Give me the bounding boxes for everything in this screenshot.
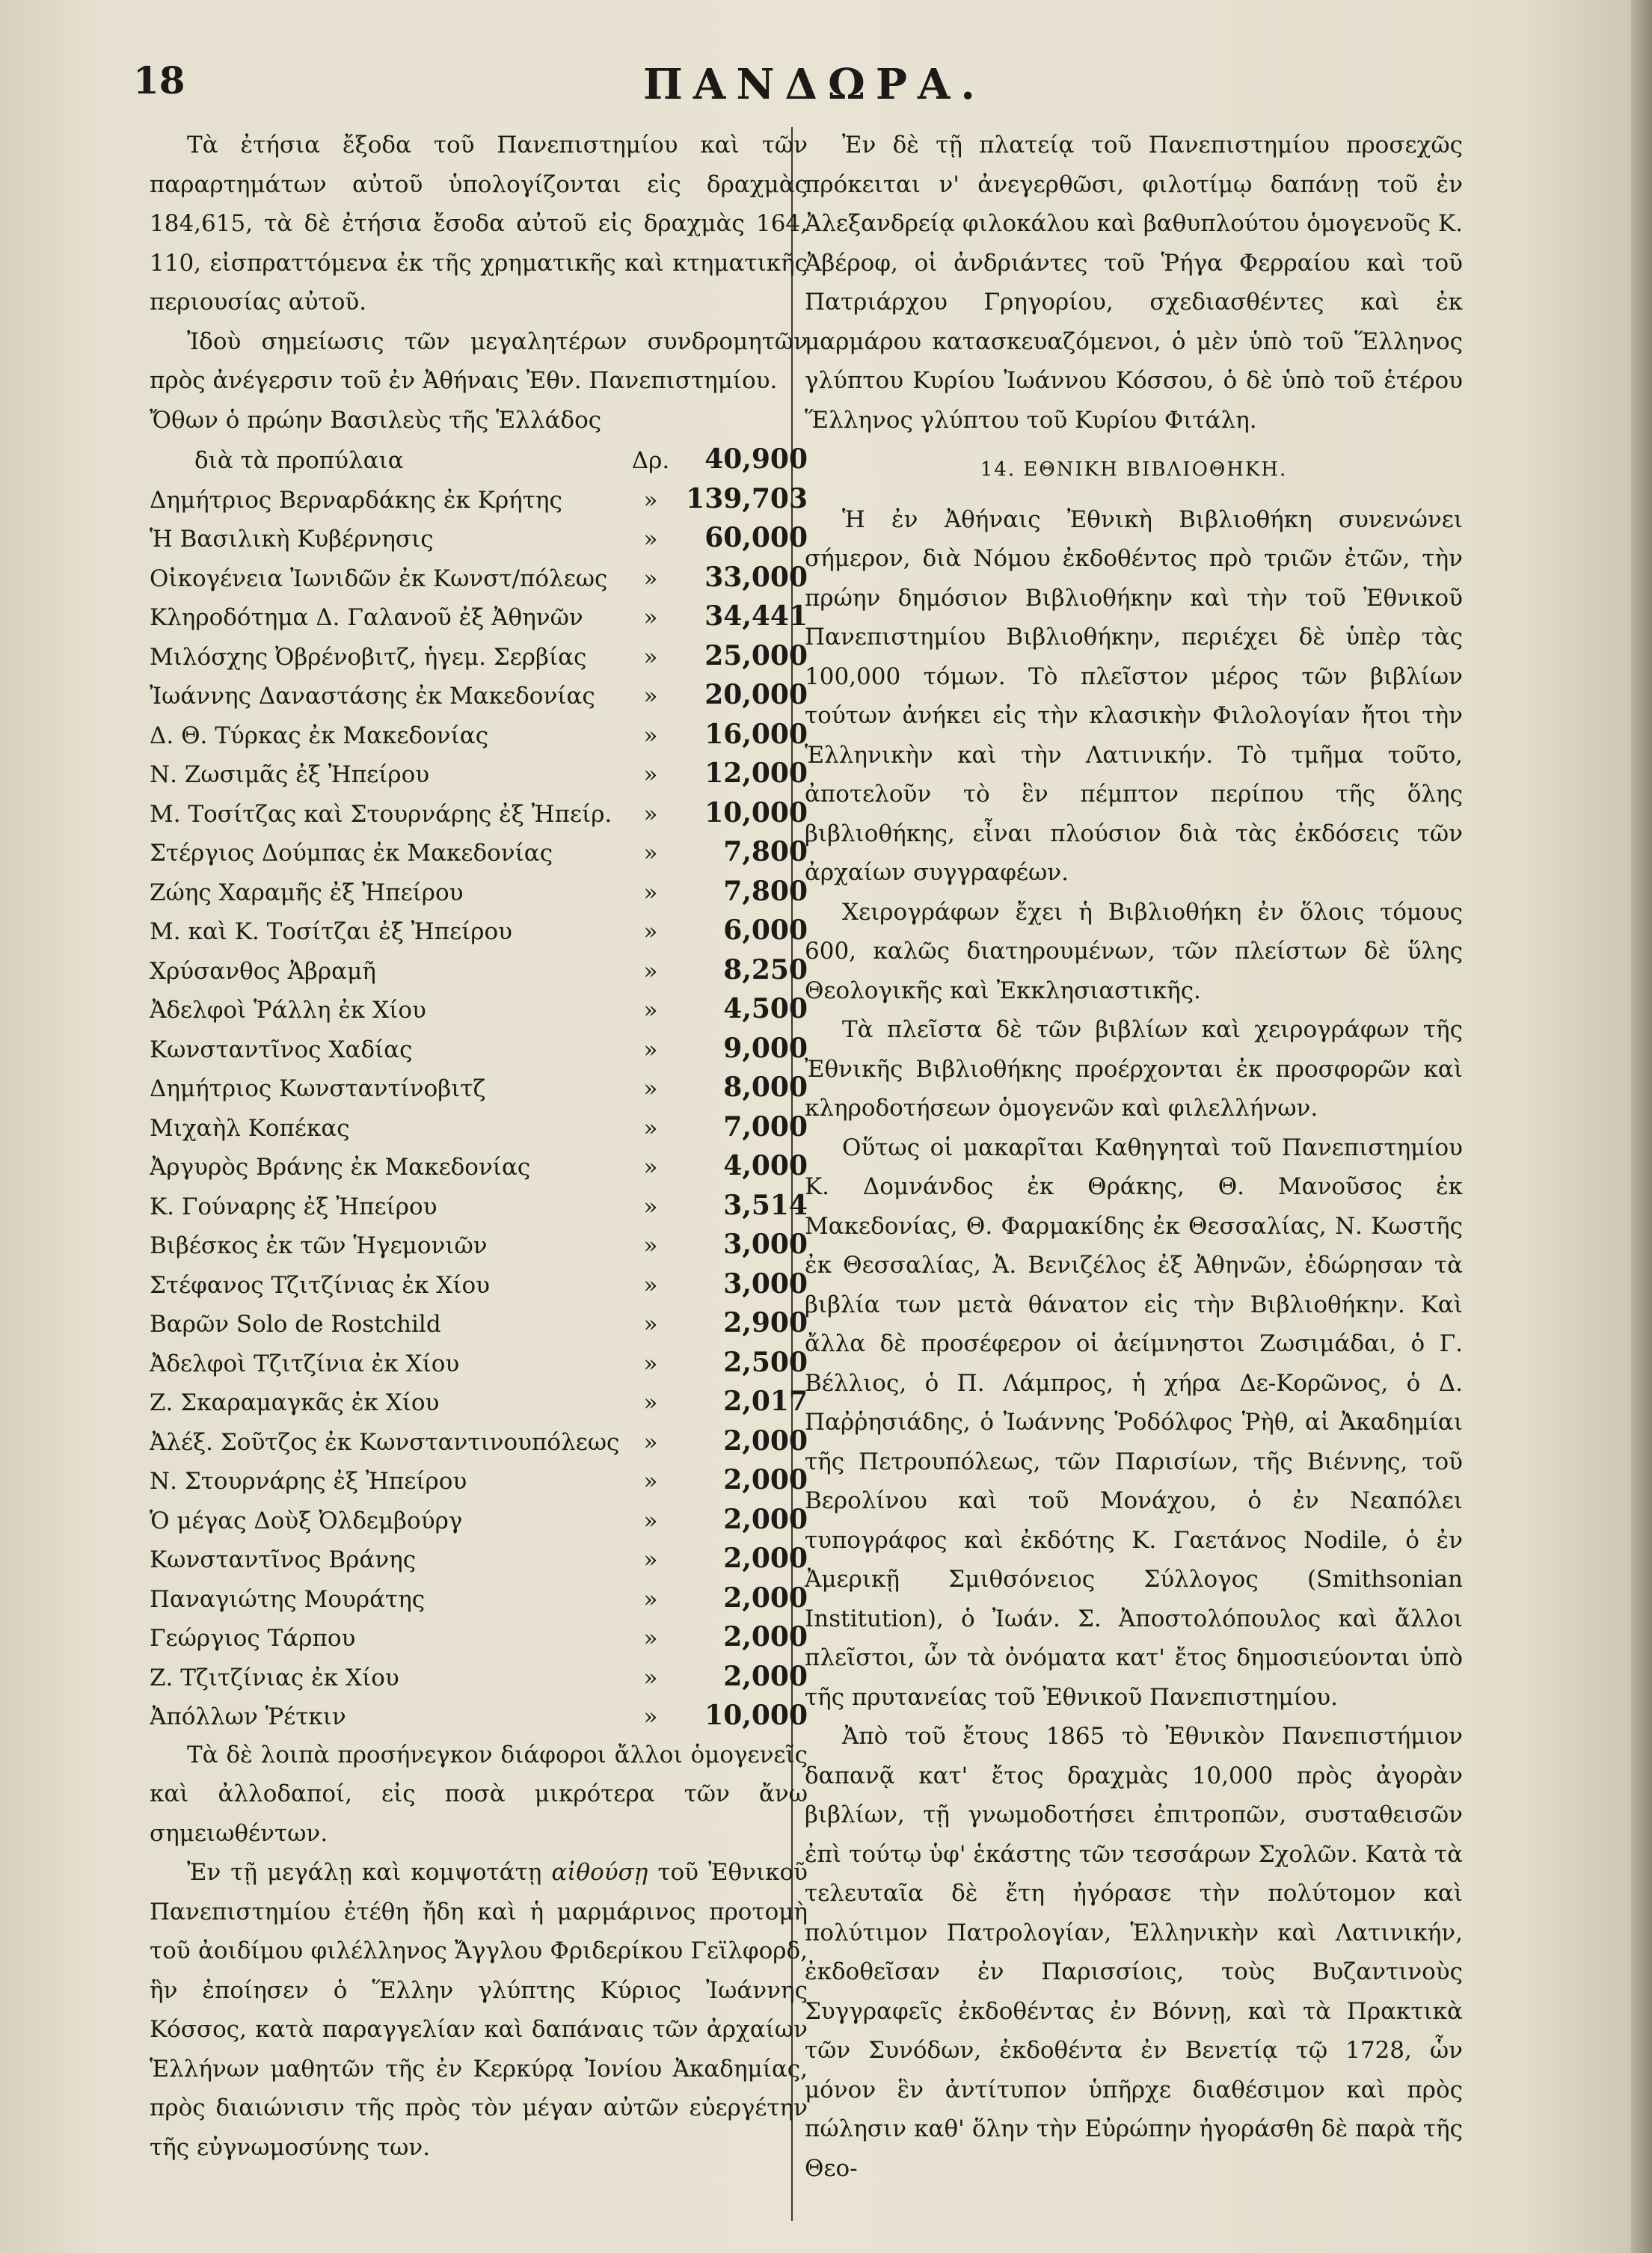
donor-row	[150, 793, 808, 833]
donor-amount: 7,800	[723, 836, 808, 867]
donor-ditto-mark: »	[643, 1389, 658, 1416]
donor-amount: 2,000	[723, 1582, 808, 1614]
donor-ditto-mark: »	[643, 1193, 658, 1220]
donors-intro: Ἰδοὺ σημείωσις τῶν μεγαλητέρων συνδρομητῶν πρὸς ἀνέγερσιν τοῦ ἐν Ἀθήναις Ἐθν. Πανεπιστημίου.	[150, 328, 808, 394]
donor-amount: 7,800	[723, 875, 808, 907]
donor-name: Μ. Τοσίτζας καὶ Στουρνάρης ἐξ Ἠπείρ.	[150, 800, 612, 828]
donor-row	[150, 1657, 808, 1697]
donor-name: Ἡ Βασιλικὴ Κυβέρνησις	[150, 526, 434, 553]
donor-name: Ζ. Τζιτζίνιας ἐκ Χίου	[150, 1664, 399, 1691]
donor-row	[150, 1068, 808, 1107]
donor-amount: 12,000	[704, 757, 808, 789]
donor-name: Κληροδότημα Δ. Γαλανοῦ ἐξ Ἀθηνῶν	[150, 604, 583, 631]
donor-name: Δημήτριος Βερναρδάκης ἐκ Κρήτης	[150, 486, 562, 514]
donor-row	[150, 1539, 808, 1579]
running-title: ΠΑΝΔΩΡΑ.	[643, 60, 986, 109]
donor-ditto-mark: »	[643, 918, 658, 945]
other-donors-paragraph: Τὰ δὲ λοιπὰ προσήνεγκον διάφοροι ἄλλοι ὁμογενεῖς καὶ ἀλλοδαποί, εἰς ποσὰ μικρότερα τῶν ἄνω σημειωθέντων.	[150, 1741, 808, 1847]
donor-row	[150, 1303, 808, 1343]
page-number: 18	[133, 58, 185, 102]
donor-row	[150, 1264, 808, 1304]
donor-name: Βιβέσκος ἐκ τῶν Ἡγεμονιῶν	[150, 1232, 488, 1259]
donor-row	[150, 872, 808, 912]
donor-name: Μ. καὶ Κ. Τοσίτζαι ἐξ Ἠπείρου	[150, 918, 513, 945]
donor-amount: 40,900	[704, 443, 808, 475]
donor-row	[150, 440, 808, 479]
donor-amount: 3,000	[723, 1267, 808, 1300]
donor-name: Ὁ μέγας Δοὺξ Ὀλδεμβούργ	[150, 1507, 463, 1534]
donor-name: Ἀδελφοὶ Τζιτζίνια ἐκ Χίου	[150, 1350, 460, 1377]
donor-amount: 9,000	[723, 1032, 808, 1064]
donor-name: Μιχαὴλ Κοπέκας	[150, 1114, 350, 1142]
donor-ditto-mark: »	[643, 1703, 658, 1730]
donor-ditto-mark: »	[643, 683, 658, 710]
donor-ditto-mark: »	[643, 1350, 658, 1377]
donor-name: Κ. Γούναρης ἐξ Ἠπείρου	[150, 1193, 437, 1220]
donor-ditto-mark: »	[643, 1664, 658, 1691]
donor-ditto-mark: »	[643, 957, 658, 985]
donor-name: Γεώργιος Τάρπου	[150, 1625, 356, 1652]
donor-amount: 2,017	[723, 1386, 808, 1417]
donor-name: Δ. Θ. Τύρκας ἐκ Μακεδονίας	[150, 722, 489, 749]
donor-name: Ἀλέξ. Σοῦτζος ἐκ Κωνσταντινουπόλεως	[150, 1428, 620, 1456]
donor-amount: 3,514	[723, 1189, 808, 1221]
donor-row	[150, 479, 808, 519]
donor-row	[150, 1500, 808, 1540]
donor-first-line: Ὄθων ὁ πρώην Βασιλεὺς τῆς Ἑλλάδος	[150, 406, 602, 434]
donor-ditto-mark: »	[643, 840, 658, 867]
donor-amount: 8,000	[723, 1072, 808, 1103]
donor-ditto-mark: »	[643, 879, 658, 906]
donor-ditto-mark: »	[643, 997, 658, 1024]
donor-name: Κωνσταντῖνος Βράνης	[150, 1546, 417, 1573]
donor-row	[150, 1579, 808, 1618]
donor-amount: 10,000	[704, 796, 808, 829]
donor-row	[150, 1696, 808, 1736]
donor-ditto-mark: Δρ.	[631, 447, 670, 474]
donor-amount: 139,703	[686, 482, 808, 514]
donor-name: Ἀργυρὸς Βράνης ἐκ Μακεδονίας	[150, 1154, 531, 1181]
page-edge-shadow	[1631, 0, 1652, 2253]
donor-row	[150, 1343, 808, 1383]
statues-paragraph: Ἐν δὲ τῇ πλατείᾳ τοῦ Πανεπιστημίου προσεχῶς πρόκειται ν' ἀνεγερθῶσι, φιλοτίμῳ δαπάνῃ τοῦ ἐν Ἀλεξανδρείᾳ φιλοκάλου καὶ βαθυπλούτου ὁμογενοῦς Κ. Ἀβέροφ, οἱ ἀνδριάντες τοῦ Ῥήγα Φερραίου καὶ τοῦ Πατριάρχου Γρηγορίου, σχεδιασθέντες καὶ ἐκ μαρμάρου κατασκευαζόμενοι, ὁ μὲν ὑπὸ τοῦ Ἕλληνος γλύπτου Κυρίου Ἰωάννου Κόσσου, ὁ δὲ ὑπὸ τοῦ ἑτέρου Ἕλληνος γλύπτου τοῦ Κυρίου Φιτάλη.	[805, 132, 1463, 434]
donor-name: Ἀδελφοὶ Ῥάλλη ἐκ Χίου	[150, 997, 426, 1024]
donor-ditto-mark: »	[643, 643, 658, 671]
donor-amount: 8,250	[723, 953, 808, 986]
donor-row	[150, 1617, 808, 1657]
donor-row	[150, 1186, 808, 1226]
donor-amount: 3,000	[723, 1229, 808, 1260]
donor-amount: 34,441	[704, 600, 808, 632]
donor-amount: 2,900	[723, 1307, 808, 1338]
left-column	[150, 126, 808, 2167]
donor-ditto-mark: »	[643, 800, 658, 828]
professors-paragraph: Οὕτως οἱ μακαρῖται Καθηγηταὶ τοῦ Πανεπιστημίου Κ. Δομνάνδος ἐκ Θράκης, Θ. Μανοῦσος ἐκ Μακεδονίας, Θ. Φαρμακίδης ἐκ Θεσσαλίας, Ν. Κωστῆς ἐκ Θεσσαλίας, Ἀ. Βενιζέλος ἐξ Ἀθηνῶν, ἐδώρησαν τὰ βιβλία των μετὰ θάνατον εἰς τὴν Βιβλιοθήκην. Καὶ ἄλλα δὲ προσέφερον οἱ ἀείμνηστοι Ζωσιμάδαι, ὁ Γ. Βέλλιος, ὁ Π. Λάμπρος, ἡ χήρα Δε-Κορῶνος, ὁ Δ. Παῤῥησιάδης, ὁ Ἰωάννης Ῥοδόλφος Ῥὴθ, αἱ Ἀκαδημίαι τῆς Πετρουπόλεως, τῶν Παρισίων, τῆς Βιέννης, τοῦ Βερολίνου καὶ τοῦ Μονάχου, ὁ ἐν Νεαπόλει τυπογράφος καὶ ἐκδότης Κ. Γαετάνος Nodile, ὁ ἐν Ἀμερικῇ Σμιθσόνειος Σύλλογος (Smithsonian Institution), ὁ Ἰωάν. Σ. Ἀποστολόπουλος καὶ ἄλλοι πλεῖστοι, ὧν τὰ ὀνόματα κατ' ἔτος δημοσιεύονται ὑπὸ τῆς πρυτανείας τοῦ Ἐθνικοῦ Πανεπιστημίου.	[805, 1134, 1463, 1711]
donor-row	[150, 518, 808, 558]
donor-name: Οἰκογένεια Ἰωνιδῶν ἐκ Κωνστ/πόλεως	[150, 565, 608, 592]
donor-name: Χρύσανθος Ἀβραμῆ	[150, 957, 376, 985]
donor-ditto-mark: »	[643, 565, 658, 592]
donor-row	[150, 1460, 808, 1500]
donor-list	[150, 440, 808, 1736]
donor-row	[150, 675, 808, 715]
donor-row	[150, 636, 808, 676]
donor-row	[150, 1029, 808, 1069]
donor-ditto-mark: »	[643, 1036, 658, 1063]
page-header	[0, 58, 1652, 118]
donor-ditto-mark: »	[643, 604, 658, 631]
donor-amount: 6,000	[723, 915, 808, 946]
donor-amount: 4,000	[723, 1150, 808, 1181]
bust-paragraph-start: Ἐν τῇ μεγάλῃ καὶ κομψοτάτῃ	[187, 1859, 552, 1886]
donor-row	[150, 832, 808, 872]
donor-name: Ν. Στουρνάρης ἐξ Ἠπείρου	[150, 1468, 467, 1495]
library-paragraph: Ἡ ἐν Ἀθήναις Ἐθνικὴ Βιβλιοθήκη συνενώνει σήμερον, διὰ Νόμου ἐκδοθέντος πρὸ τριῶν ἐτῶν, τὴν πρώην δημόσιον Βιβλιοθήκην καὶ τὴν τοῦ Ἐθνικοῦ Πανεπιστημίου Βιβλιοθήκην, περιέχει δὲ ὑπὲρ τὰς 100,000 τόμων. Τὸ πλεῖστον μέρος τῶν βιβλίων τούτων ἀνήκει εἰς τὴν κλασικὴν Φιλολογίαν ἤτοι τὴν Ἑλληνικὴν καὶ τὴν Λατινικήν. Τὸ τμῆμα τοῦτο, ἀποτελοῦν τὸ ἓν πέμπτον περίπου τῆς ὅλης βιβλιοθήκης, εἶναι πλούσιον διὰ τὰς ἐκδόσεις τῶν ἀρχαίων συγγραφέων.	[805, 505, 1463, 886]
donor-ditto-mark: »	[643, 1154, 658, 1181]
donor-amount: 33,000	[704, 561, 808, 593]
donor-name: Ζ. Σκαραμαγκᾶς ἐκ Χίου	[150, 1389, 440, 1416]
donor-ditto-mark: »	[643, 486, 658, 514]
donor-ditto-mark: »	[643, 1075, 658, 1102]
donor-row	[150, 715, 808, 754]
donor-name: Ἰωάννης Δαναστάσης ἐκ Μακεδονίας	[150, 683, 595, 710]
donor-name: Ἀπόλλων Ῥέτκιν	[150, 1703, 346, 1730]
donor-row	[150, 1107, 808, 1147]
donor-name: Στέργιος Δούμπας ἐκ Μακεδονίας	[150, 840, 553, 867]
donor-row	[150, 558, 808, 597]
donor-amount: 16,000	[704, 718, 808, 750]
donor-name: Βαρῶν Solo de Rostchild	[150, 1311, 441, 1338]
donor-row	[150, 1421, 808, 1461]
section-heading-national-library: 14. ΕΘΝΙΚΗ ΒΙΒΛΙΟΘΗΚΗ.	[980, 458, 1288, 481]
donor-row	[150, 754, 808, 793]
donor-ditto-mark: »	[643, 722, 658, 749]
donor-amount: 2,000	[723, 1543, 808, 1574]
donor-amount: 2,500	[723, 1346, 808, 1378]
donor-name: Στέφανος Τζιτζίνιας ἐκ Χίου	[150, 1271, 490, 1299]
donor-ditto-mark: »	[643, 761, 658, 788]
donor-amount: 25,000	[704, 639, 808, 671]
donor-amount: 60,000	[704, 522, 808, 553]
donor-amount: 20,000	[704, 679, 808, 710]
donor-name: Παναγιώτης Μουράτης	[150, 1585, 426, 1613]
donor-row	[150, 989, 808, 1029]
donor-amount: 2,000	[723, 1503, 808, 1535]
bust-paragraph-italic: αἰθούσῃ	[551, 1859, 648, 1886]
donor-name: Μιλόσχης Ὀβρένοβιτζ, ἡγεμ. Σερβίας	[150, 643, 587, 671]
manuscripts-paragraph: Χειρογράφων ἔχει ἡ Βιβλιοθήκη ἐν ὅλοις τόμους 600, καλῶς διατηρουμένων, τῶν πλείστων δὲ ὕλης Θεολογικῆς καὶ Ἐκκλησιαστικῆς.	[805, 898, 1463, 1004]
bust-paragraph	[150, 1853, 808, 2167]
donor-ditto-mark: »	[643, 526, 658, 553]
expenses-paragraph: Τὰ ἐτήσια ἔξοδα τοῦ Πανεπιστημίου καὶ τῶν παραρτημάτων αὐτοῦ ὑπολογίζονται εἰς δραχμὰς 184,615, τὰ δὲ ἐτήσια ἔσοδα αὐτοῦ εἰς δραχμὰς 164, 110, εἰσπραττόμενα ἐκ τῆς χρηματικῆς καὶ κτηματικῆς περιουσίας αὐτοῦ.	[150, 132, 808, 316]
donor-name: Κωνσταντῖνος Χαδίας	[150, 1036, 413, 1063]
donor-ditto-mark: »	[643, 1271, 658, 1299]
donor-row	[150, 1225, 808, 1264]
donor-amount: 4,500	[723, 993, 808, 1024]
donor-amount: 2,000	[723, 1464, 808, 1496]
donor-row	[150, 1146, 808, 1186]
donor-ditto-mark: »	[643, 1546, 658, 1573]
sources-paragraph: Τὰ πλεῖστα δὲ τῶν βιβλίων καὶ χειρογράφων τῆς Ἐθνικῆς Βιβλιοθήκης προέρχονται ἐκ προσφορῶν καὶ κληροδοτήσεων ὁμογενῶν καὶ φιλελλήνων.	[805, 1016, 1463, 1122]
donor-amount: 2,000	[723, 1660, 808, 1692]
donor-amount: 10,000	[704, 1700, 808, 1731]
donor-name: Ζώης Χαραμῆς ἐξ Ἠπείρου	[150, 879, 464, 906]
donor-row	[150, 1382, 808, 1421]
donor-ditto-mark: »	[643, 1232, 658, 1259]
donor-ditto-mark: »	[643, 1428, 658, 1456]
donor-name: διὰ τὰ προπύλαια	[194, 447, 404, 474]
donor-ditto-mark: »	[643, 1468, 658, 1495]
donor-amount: 2,000	[723, 1424, 808, 1457]
donor-name: Ν. Ζωσιμᾶς ἐξ Ἠπείρου	[150, 761, 430, 788]
purchases-paragraph: Ἀπὸ τοῦ ἔτους 1865 τὸ Ἐθνικὸν Πανεπιστήμιον δαπανᾷ κατ' ἔτος δραχμὰς 10,000 πρὸς ἀγορὰν βιβλίων, τῇ γνωμοδοτήσει ἐπιτροπῶν, συσταθεισῶν ἐπὶ τούτῳ ὑφ' ἑκάστης τῶν τεσσάρων Σχολῶν. Κατὰ τὰ τελευταῖα δὲ ἔτη ἠγόρασε τὴν πολύτομον καὶ πολύτιμον Πατρολογίαν, Ἑλληνικὴν καὶ Λατινικήν, ἐκδοθεῖσαν ἐν Παρισσίοις, τοὺς Βυζαντινοὺς Συγγραφεῖς ἐκδοθέντας ἐν Βόννῃ, καὶ τὰ Πρακτικὰ τῶν Συνόδων, ἐκδοθέντα ἐν Βενετίᾳ τῷ 1728, ὧν μόνον ἓν ἀντίτυπον ὑπῆρχε διαθέσιμον καὶ πρὸς πώλησιν καθ' ὅλην τὴν Εὐρώπην ἠγοράσθη δὲ παρὰ τῆς Θεο-	[805, 1723, 1463, 2182]
donor-row	[150, 950, 808, 990]
donor-ditto-mark: »	[643, 1625, 658, 1652]
donor-row	[150, 597, 808, 636]
right-column	[805, 126, 1463, 2188]
donor-amount: 7,000	[723, 1110, 808, 1143]
donor-name: Δημήτριος Κωνσταντίνοβιτζ	[150, 1075, 486, 1102]
donor-ditto-mark: »	[643, 1311, 658, 1338]
donor-ditto-mark: »	[643, 1507, 658, 1534]
donor-ditto-mark: »	[643, 1114, 658, 1142]
donor-row	[150, 911, 808, 950]
donor-ditto-mark: »	[643, 1585, 658, 1613]
donor-amount: 2,000	[723, 1621, 808, 1653]
bust-paragraph-end: τοῦ Ἐθνικοῦ Πανεπιστημίου ἐτέθη ἤδη καὶ ἡ μαρμάρινος προτομὴ τοῦ ἀοιδίμου φιλέλληνος Ἄγγλου Φριδερίκου Γεϊλφορδ, ἣν ἐποίησεν ὁ Ἕλλην γλύπτης Κύριος Ἰωάννης Κόσσος, κατὰ παραγγελίαν καὶ δαπάναις τῶν ἀρχαίων Ἑλλήνων μαθητῶν τῆς ἐν Κερκύρᾳ Ἰονίου Ἀκαδημίας, πρὸς διαιώνισιν τῆς πρὸς τὸν μέγαν αὐτῶν εὐεργέτην τῆς εὐγνωμοσύνης των.	[150, 1859, 808, 2161]
